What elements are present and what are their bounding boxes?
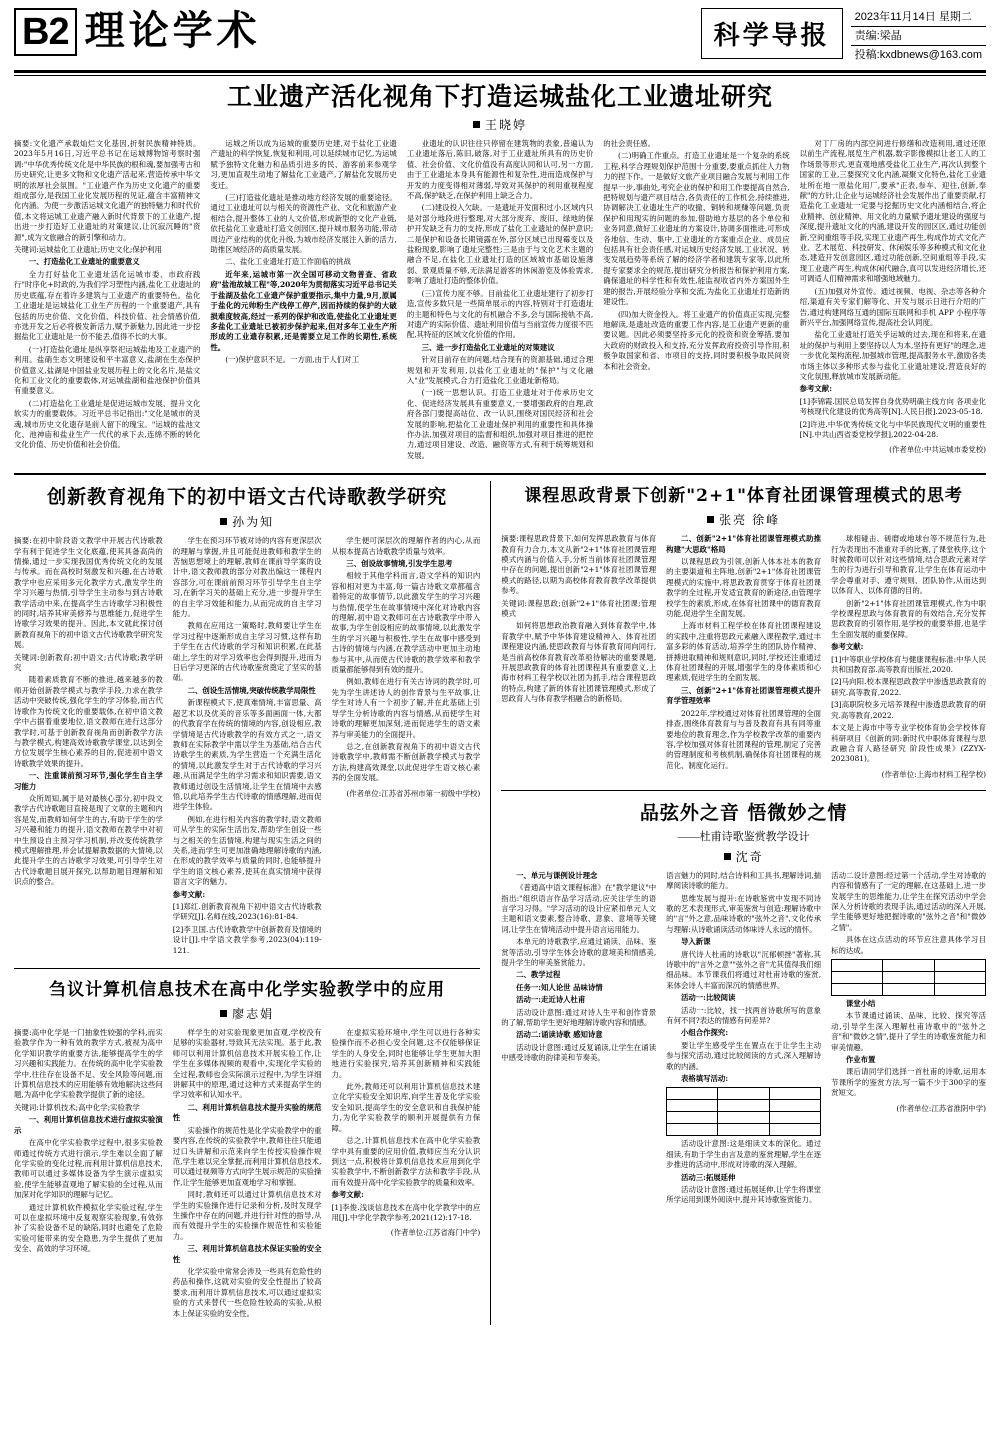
paragraph: 活动设计意图:通过拓展延伸,让学生将课堂所学运用到课外阅读中,提升其诗歌鉴赏能力。 [666, 1185, 822, 1205]
references-heading: 参考文献: [172, 889, 206, 899]
article-5-affiliation: (作者单位:江苏省淮阴中学) [896, 1103, 986, 1113]
paragraph: (二)明确工作重点。打造工业遗址是一个复杂的系统工程,科学合理规划保护范围十分重要,要重点抓住人力物力的捏下作。一是做好文旅产业项目融合发展与利用工作提早一步,事曲处,考究企业的保护和用工作要提高自然合,把特规划与遗产项目结合,各负责任的工作机会,持续推进,协调解决工业遗址生产的收撤、铜转和规赚等问题,负责保护和用现实的问题的参加,借助地方基层的各个单位和业务同意,做好工业遗址的方案设计,协调多面推进,可形成各地信、生动、集中,工业遗址的方案重点企业、成员应包括具有社会责任感,对运城历史经济发展,工业状况、转变发展趋势等系统了解的经济学者和建筑专家等,以此所提专家要求全的规范,提出研究分析报告和保护利用方案,确保遗址的科学性和有效性,能监视收省内外方案国外生建的报告,开展经验分享和交流,为盐化工业遗址打造新的建设性。 [603, 151, 790, 307]
paragraph: 在虚拟实验环境中,学生可以进行各种实验操作而不必担心安全问题,这不仅能够保证学生的人身安全,同时也能够让学生更加大胆地进行实验探究,培养其创新精神和实践能力。 [331, 1028, 481, 1079]
paragraph: (二)建设投入欠缺。一是遗址开发面积过小,区域内只是对部分地段进行整理,对大部分废弃、废旧、绿地的保护开发缺乏有力的支持,形成了盐化工业遗址的保护意识;二是保护和设备长期镜露在外,部分区域已出现霉变以及盐粉现象,影响了遗址完整性;三是由于与文化艺术主题的融合不足,在盐化工业遗址打造的区域城市基础设施薄弱、景观质量不够,无法满足游客的休闲游览及体验需求,影响了遗址打造的整体价值。 [406, 203, 594, 286]
article-4-affiliation: (作者单位:上海市材料工程学校) [881, 769, 986, 779]
article-4-columns [501, 534, 986, 780]
article-5-title: 品弦外之音 悟微妙之情 [639, 801, 848, 824]
paragraph: 如何将思想政治教育融入到体育教学中,体育教学中,赋予中华体育建设精神入、体育社团课程建设内涵,使思政教育与体育教育同向同行,是当前高校体育教育改革亟待解决的重要课题,开展思政教育的体育社团课程具有重要意义,上海市材料工程学校以社团为抓手,结合课程思政的特点,构建了新的体育社团课管理模式,形成了思政育人与体育教学相融合的新格局。 [501, 621, 657, 704]
byline-marker-icon [220, 1010, 227, 1017]
paragraph: 具体在这点活动的环节应注意具体学习目标的达成。 [831, 935, 986, 955]
article-2-columns [14, 536, 480, 958]
keywords: 关键词:计算机技术;高中化学;实验教学 [14, 1102, 140, 1112]
feature-col-2 [210, 139, 396, 463]
paragraph: (三)宣传力度不够。目前盐化工业遗址建行了初步打造,宣传多数只是一些简单展示的内容,特别对于打造遗址的主题和特色与文化的有机融合不多,会与国际接轨不高,对遗产的实际价值、遗址利用价值与当前宣传力度很不匹配,其特征的区域文化价值的作用。 [406, 288, 594, 340]
paragraph: 语言魅力的同时,结合诗料和工具书,理解诗词,揣摩阅读诗歌的能力。 [666, 870, 822, 891]
article-5-col-3 [831, 871, 986, 1208]
lower-right-column [490, 481, 986, 1325]
paragraph: 运城之所以成为运城的重要历史建,对于盐化工业遗产遗址的科学恢复,恢复和利用,可以延续城市记忆,为运城赋予独特文化魅力和品质引进多的民、游客前来参观学习,更加直观生动地了解盐化工业遗产,了解盐化发展历史变迁。 [210, 139, 397, 190]
paragraph: 同时,教师还可以通过计算机信息技术对学生的实验操作进行记录和分析,及时发现学生操作中存在的问题,并进行针对性的指导,从而有效提升学生的实验操作规范性和实验能力。 [172, 1190, 322, 1241]
section-heading: 二、教学过程 [516, 970, 561, 980]
paragraph: 二、盐化工业遗址打造工作面临的挑战 [225, 257, 351, 267]
feature-author: 王晓婷 [484, 118, 527, 132]
section-heading: 导入新课 [680, 937, 711, 947]
task-heading: 任务一:知人论世 品味诗情 [516, 982, 603, 992]
article-3-author: 廖志娟 [232, 1007, 275, 1022]
paragraph: 唐代诗人杜甫的诗歌以"沉郁顿挫"著称,其诗歌中的"言外之意""弦外之音"尤其值得我们细细品味。本节课我们将通过对杜甫诗歌的鉴赏,来体会诗人丰富而深沉的情感世界。 [666, 949, 822, 990]
masthead-right [701, 8, 986, 64]
paragraph: 思维发展与提升:在诗歌鉴赏中发现不同诗歌的艺术表现形式,审美鉴赏与创造:理解诗歌中的"言"外之意,品味诗歌的"弦外之音",文化传承与理解:从诗歌诵读活动体味诗人永远的情怀。 [666, 893, 822, 934]
references-heading: 参考文献: [331, 1190, 364, 1200]
activity-heading: 活动三:拓展延伸 [680, 1172, 736, 1182]
paragraph: (一)打造盐化遗址是纵享祭祀运城盐地及工业遗产的利用。盐硝生态文明建设和平丰富意义,盐湖在生态保护价值意义,盐湖是中国盐业发展历程上的文化名片,是盐文化和工业文化的重要载体,对运城盐湖和盐池保护价值具有重要意义。 [14, 344, 201, 396]
paragraph: 全力打好盐化工业遗址活化运城市委、市政府践行"时序化+时政的,为我们学习塑性内涵,盐化工业遗址的历史底蕴,存在着许多建筑与工业遗产的重要特色。盐化工业遗址是运城盐化工业生产历程的一个重要遗产,具有包括的历史价值、文化价值、科技价值、社会情感价值,亦选开发之后必将极发新活力,赋予新魅力,因此进一步挖掘盐化工业遗址是一份不能丢,值得不长的大事。 [14, 269, 201, 342]
section-heading: 三、创设故事情境,引发学生思考 [346, 559, 453, 568]
paragraph: 活动二设计意图:经过第一个活动,学生对诗歌的内容和情感有了一定的理解,在这基础上,进一步发展学生的思维能力,让学生在探究活动中学会深入分析诗歌的表现手法,通过活动的深入开展,学生能够更好地把握诗歌的"弦外之音"和"微妙之情"。 [831, 870, 986, 932]
paragraph: 球相碰击、磋磨或地球台等不规范行为,赴行为表现出不准重对手的比赛,了课堂秩序,这个时候教师可以针对这些情境,结合思政元素对学生的行为进行引导和教育,让学生在体育运动中学会尊重对手、遵守规则、团队协作,从而达到以体育人、以体育德的目的。 [831, 534, 986, 596]
article-2-col-3 [332, 536, 481, 958]
table-row [667, 1100, 821, 1112]
article-3-col-3 [332, 1028, 481, 1321]
paragraph: 众所周知,属于是对最核心部分,初中段文教学古代诗歌题目直接是现了文章的主题和内容是发,而教师如何学生的古,有助于学生的学习兴趣和能力的提升,语文教师在教学中对初中生预设自主预习学习机制,并改变传统教学模式理解推理,并会试提解教数据的大情境,以此提升学生的古诗歌学习效果,可引导学生对古代诗歌题目展开探究,以帮助题目理解和知识点的整合。 [14, 793, 163, 887]
paragraph: 化学实验中常常会涉及一些具有危险性的药品和操作,这就对实验的安全性提出了较高要求,而利用计算机信息技术,可以通过虚拟实验的方式来替代一些危险性较高的实验,从根本上保证实验的安全性。 [172, 1266, 322, 1318]
paragraph: (二)打造盐化工业遗址是促进运城市发展、提升文化软实力的重要载体。习近平总书记指出:"文化是城市的灵魂,城市历史文化遗存是前人留下的瑰宝。"运城的盐池文化、池神庙和盐业生产一代代的承下去,连绵不断的转化文化价值、历史价值和社会价值。 [14, 398, 201, 450]
byline-marker-icon [473, 121, 480, 128]
article-2-divider [14, 968, 480, 969]
article-3-affiliation: (作者单位:江苏省海门中学) [390, 1228, 481, 1238]
article-3-col-2 [173, 1028, 322, 1321]
paragraph: 活动设计意图:通过反复诵读,让学生在诵读中感受诗歌的韵律美和节奏美。 [501, 1042, 657, 1063]
paragraph: 样学生的对实验现象更加直观,学校没有足够的实验器材,导致其无法实现。基于此,教师可以利用计算机信息技术开展实验工作,让学生在多媒体视频的观看中,实现化学实验的全过程,教师也会实际演示过程中,为学生详细讲解其中的原理,通过这种方式来提高学生的学习效率和认知水平。 [172, 1028, 322, 1100]
article-5 [501, 797, 986, 1212]
article-2-col-1 [14, 536, 163, 958]
paragraph: 的社会责任感。 [603, 139, 655, 148]
worksheet-table-2 [831, 959, 986, 996]
article-4-divider [501, 790, 986, 791]
table-row [832, 971, 986, 983]
paragraph: 《普通高中语文课程标准》在"教学建议"中指出:"组织语言作品学习活动,应关注学生的语言学习习得。"学习活动的设计应紧扣单元人文主题和语文要素,整合诗歌、意象、意境等关键词,让学生在情境活动中提升语言运用能力。 [501, 883, 657, 934]
section-heading: 作业布置 [845, 1055, 876, 1064]
paragraph: 创新"2+1"体育社团课管理模式,作为中职学校课程思政与体育教育的有效结合,充分发挥思政教育的引领作用,是学校的重要举措,也是学生全面发展的重要保障。 [831, 598, 986, 639]
article-3-col-1 [14, 1028, 163, 1321]
feature-columns [14, 139, 986, 463]
paper-name: 科学导报 [701, 8, 843, 59]
paragraph: 教师在应用这一策略时,教师要让学生在学习过程中逐渐形成自主学习习惯,这样有助于学生在古代诗歌的学习和知识积累,在此基础上,学生的对学习效率也会得到提升,进而为日后学习更深的古代诗歌鉴赏奠定了坚实的基础。 [172, 621, 322, 683]
byline-marker-icon [707, 516, 714, 523]
references-heading: 参考文献: [799, 384, 832, 394]
article-2-col-2 [173, 536, 322, 958]
abstract: 摘要:高中化学是一门抽象性较强的学科,而实验教学作为一种有效的教学方式,被视为高中化学知识教学的重要方法,能够提高学生的学习兴趣和实践能力。在传统的高中化学实验教学中,往往存在设备不足、安全风险等问题,而计算机信息技术的应用能够有效地解决这些问题,为高中化学实验教学提供了新的途径。 [14, 1028, 163, 1100]
table-row [667, 1088, 821, 1100]
publish-date: 2023年11月14日 星期二 [851, 8, 986, 27]
abstract: 摘要:文化遗产承载灿烂文化基因,折射民族精神特质。2023年5月16日,习近平总书记在运城博物馆考察时强调:"中华优秀传统文化是中华民族的根和魂,要加强考古和历史研究,让更多文物和文化遗产活起来,营造传承中华文明的浓厚社会氛围。"工业遗产作为历史文化遗产的重要组成部分,是我国工业化发展历程的见证,蕴含丰富精神文化内涵。为使一步激活运城文化遗产的独特魅力和时代价值,本文将运城工业遗产融入新时代背景下的工业遗产,提出进一步打造好工业遗址的对策建议,让沉寂沉睡的"资源",成为文旅融合的新引擎和动力。 [14, 139, 201, 242]
paragraph: 总之,计算机信息技术在高中化学实验教学中具有重要的应用价值,教师应当充分认识到这一点,积极将计算机信息技术应用到化学实验教学中,不断创新教学方法和教学手段,从而有效提升高中化学实验教学的质量和效率。 [331, 1136, 481, 1187]
article-5-author: 沈奇 [735, 849, 764, 864]
reference-item: [1]李锦霞.国民总局发挥自身优势明确主线方向 各项业化考核现代化建设的优秀高等[N].人民日报].2023-05-18. [799, 396, 987, 417]
paragraph: 活动设计意图:这是细读文本的深化。通过细读,有助于学生由言及意的鉴赏理解,学生在逐步推进的活动中,形成对诗歌的深入理解。 [666, 1139, 822, 1170]
article-4-byline [501, 511, 986, 528]
paragraph: 学生在预习环节被对诗的内容有更深层次的理解与掌握,并且可能促进教师和教学生的苦恼思想境上的理解,教师在课前导学案的设计中,语文教师教的部分对教出编这一课程内容部分,可在课前前预习环节引导学生自主学习,在新学习关的基础上充分,进一步提升学生的自主学习效能和能力,从而完成的自主学习能力。 [172, 536, 322, 619]
paragraph: (四)加大资金投入。将工业遗产的价值真正实现,完整地解读,是遗址改造的重要工作内容,是工业遗产更新的重要议题。因此必须要坚持多元化的投资和资金筹措,要加大政府的财政投入和支持,充分发挥政府投资引导作用,积极争取国家和省、市项目的支持,同时要积极争取民间资本和社会资金。 [603, 309, 790, 371]
paragraph: 对丁厂房的内部空间进行修缮和改造利用,通过还原以前生产流程,展览生产机器,数字影像模拟让老工人的工作场景等形式,更直观地感受盐化工业生产,再次认到整个国家的工业,三要探究文化内涵,凝聚文化特色,盐化工业遗址所在地一原盐化用厂,要承"正表,参车、迎往,创新,奉献"的方针,让企业与运城经济社会发展作出了重要贡献,打造盐化工业遗址一定要与挖掘历史文化内涵相结合,将企业精神、创业精神、用文化的力量赋予遗址建设的强度与深度,提升遗址文化的内涵,建设开发的园区区,通过功能创新,空间重组等手段,实现工业遗产再生,构成作坊式文化产业、艺术展览、科技研发、休闲娱乐等多种模式和文化业态,建造开发创意园区,通过功能创新,空间重组等手段,实现工业遗产再生,构成休闲代融合,真可以发进经济增长,还可调适人们精神需求和增强地域魅力。 [799, 139, 987, 284]
reference-item: [1]中等职业学校体育与健康课程标准:中华人民共和国教育部.高等教育出版社,2020. [831, 654, 986, 675]
section-heading: 二、利用计算机信息技术提升实验的规范性 [172, 1102, 322, 1123]
paragraph: 学生便可深层次的理解作者的内心,从而从根本提高古诗歌教学质量与效率。 [331, 536, 481, 556]
keywords: 关键词:运城盐化工业遗址;历史文化;保护利用 [14, 245, 162, 255]
paragraph: (一)统一思想认识。打造工业遗址对于传承历史文化、促进经济发展具有重要意义,一要增强政府的自理,政府各部门要提高站位、改一认识,围绕对国民经济和社会发展的影响,把盐化工业遗址保护利用的重要性和具体操作办法,加强对项目的监督和组织,加强对项目推进的把控力,通过项目建设、改造、融资等方式,有利于统筹规划和发展。 [406, 388, 594, 460]
abstract: 摘要:课程思政背景下,如何发挥思政教育与体育教育有力合力,本文从新"2+1"体育社团课管理模式内涵与价值入手,分析当前体育社团课管理中存在的问题,提出创新"2+1"体育社团课管理模式的路径,以期为高校体育教育教学改革提供参考。 [501, 534, 657, 596]
paragraph: (一)保护意识不足。一方面,由于人们对工 [225, 355, 359, 365]
paragraph: 针对目前存在的问题,结合现有的资源基础,通过合理规划和开发利用,以盐化工业遗址的"保护"与文化融入"业"发展模式,合力打造盐化工业遗址新格局。 [406, 355, 594, 385]
section-heading: 近年来,运城市第一次全国可移动文物普查、省政府"盐池故城工程"等,2020年为贯彻落实习近平总书记关于盐湖及盐化工业遗产保护重要指示,集中力量,9月,原属于盐化的元帅粉生产线停工停产,因而持续的保护的大破损难度较高,经过一系列的保护和改造,使盐化工业遗址更多盐化工业遗址已被初步保护起来,但对多年工业生产所形成的工业遗存积累,还是需要立足工作的长期性,系统性。 [210, 269, 397, 352]
paragraph: 通过计算机软件模拟化学实验过程,学生可以在虚拟环境中反复观察实验现象,有效弥补了实验设备不足的缺陷,同时也避免了危险实验可能带来的安全隐患,为学生提供了更加安全、高效的学习环境。 [14, 1202, 163, 1254]
article-3-columns [14, 1028, 480, 1321]
activity-heading: 活动二:诵读诗歌 感知诗意 [516, 1030, 603, 1040]
paragraph: 相较于其他学科而言,语文学科的知识内容和相对更为丰富,每一篇古诗歌文章都蕴含着特定的故事情节,以此激发学生的学习兴趣与热情,使学生在故事情境中深化对诗歌内容的理解,初中语文教师可在古诗歌教学中带入故事,为学生创设相应的故事情境,以此激发学生的学习兴趣与积极性,学生在故事中感受到古诗的情境与内涵,在教学活动中更加主动地参与其中,从而使古代诗歌的教学效率和教学质量都能够得到有效的提升。 [331, 571, 481, 675]
article-3-byline [14, 1005, 480, 1022]
masthead-rule-thick [14, 70, 986, 73]
paragraph: 盐化工业遗址打造关乎运城的过去,现在和将来,在遗址的保护与利用上要坚持以人为本,坚持有更好"的理念,进一步优化架构流程,加强城市管理,提高服务水平,激励各类市场主体以多种形式参与盐化工业遗址建设,营造良好的文化氛围,释放城市发展新动能。 [799, 330, 987, 381]
section-heading: 二、创设生活情境,突破传统教学局限性 [187, 685, 316, 695]
activity-heading: 小组合作探究: [680, 1028, 729, 1038]
table-row [667, 1124, 821, 1136]
section-heading: 课堂小结 [845, 998, 876, 1008]
paragraph: 活动设计意图:通过对诗人生平和创作背景的了解,帮助学生更好地理解诗歌内容和情感。 [501, 1007, 657, 1027]
article-3-title: 刍议计算机信息技术在高中化学实验教学中的应用 [49, 980, 446, 1001]
feature-byline [14, 116, 986, 133]
paragraph: 例如,教师在进行有关古诗词的教学时,可先为学生讲述诗人的创作背景与生平故事,让学生对诗人有一个初步了解,并在此基础上引导学生分析诗歌的内容与情感,从而使学生对诗歌的理解更加深刻,进而促进学生的语文素养与审美能力的全面提升。 [331, 677, 481, 739]
feature-divider [14, 473, 986, 475]
worksheet-table [666, 1087, 821, 1136]
page-number: B2 [14, 8, 77, 56]
paragraph: 实验操作的规范性是化学实验教学中的重要内容,在传统的实验教学中,教师往往只能通过口头讲解和示范来向学生传授实验操作规范,学生难以完全掌握,而利用计算机信息技术,可以通过视频等方式向学生展示规范的实验操作,让学生能够更加直观地学习和掌握。 [172, 1125, 322, 1187]
paragraph: (五)加强对外宣传。通过视频、电视、杂志等各种介绍,渠道有关专家们解等化、开发与展示日进行介绍的广告,通过构建网络互通的国际互联网和手机 APP 小程序等新兴平台,加强网络宣传,提高社会认同度。 [799, 286, 987, 327]
keywords: 关键词:课程思政;创新"2+1"体育社团课;管理模式 [501, 598, 657, 619]
section-heading: 一、打造盐化工业遗址的重要意义 [28, 257, 140, 267]
byline-marker-icon [220, 518, 227, 525]
paragraph: 以课程思政为引领,创新人体本社本的教育的主要渠道和主阵地,创新"2+1"体育社团课管理模式的实施中,将思政教育贯穿于体育社团课教学的全过程,开发适宜教育的新途径,由管理学校学生的素质,形成,在体育社团课中的德育教育功能,促进学生全面发展。 [666, 557, 822, 619]
activity-heading: 表格填写活动: [680, 1074, 729, 1084]
feature-col-1 [14, 139, 200, 463]
article-5-columns [501, 871, 986, 1208]
article-2-author: 孙为知 [232, 515, 275, 530]
table-row [832, 959, 986, 971]
article-4 [501, 481, 986, 784]
article-2-title: 创新教育视角下的初中语文古代诗歌教学研究 [47, 486, 448, 509]
masthead-meta [851, 8, 986, 64]
article-2 [14, 481, 480, 962]
editor-name: 责编:梁晶 [851, 27, 986, 46]
paragraph: 活动一:比较，找一找两首诗歌所写的意象有何不同?表达的情感有何差异? [666, 1005, 822, 1025]
feature-col-5 [800, 139, 986, 463]
section-heading: 三、创新"2+1"体育社团课管理模式提升育学管理效率 [666, 685, 822, 706]
article-5-col-2 [666, 871, 821, 1208]
reference-item: [2]马向阳.校本课程思政教学中渗透思政教育的研究.高等教育,2022. [831, 677, 986, 697]
section-heading: 一、利用计算机信息技术进行虚拟实验演示 [14, 1115, 163, 1135]
feature-title: 工业遗产活化视角下打造运城盐化工业遗址研究 [226, 82, 773, 111]
paragraph: 课后请同学们选择一首杜甫的诗歌,运用本节课所学的鉴赏方法,写一篇不少于300字的鉴赏短文。 [831, 1067, 986, 1098]
feature-affiliation: (作者单位:中共运城市委党校) [889, 445, 987, 455]
paragraph: 本单元的诗歌教学,应通过诵读、品味、鉴赏等活动,引导学生体会诗歌的意境美和情感美,提升学生的审美鉴赏能力。 [501, 937, 657, 967]
activity-heading: 活动一:比较阅读 [680, 993, 736, 1003]
reference-item: [1]郑红.创新教育视角下初中语文古代诗歌教学研究[J].名师在线,2023(16):81-84. [172, 902, 322, 922]
reference-item: [2]许进.中华优秀传统文化与中华民族现代文明的重要性[N].中共山西省委党校学报],2022-04-28. [799, 419, 987, 439]
table-row [667, 1112, 821, 1124]
reference-item: [2]李卫国.古代诗歌教学中创新教育及情境的设计[J].中学语文教学参考,2023(04):119-121. [172, 924, 322, 955]
table-row [832, 983, 986, 995]
paragraph: 总之,在创新教育视角下的初中语文古代诗歌教学中,教师需不断创新教学模式与教学方法,构建高效课堂,以此促进学生语文核心素养的全面发展。 [331, 741, 481, 783]
paragraph: 本节课通过诵读、品味、比较、探究等活动,引导学生深入理解杜甫诗歌中的"弦外之音"和"微妙之情",提升了学生的诗歌鉴赏能力和审美情趣。 [831, 1011, 986, 1052]
keywords: 关键词:创新教育;初中语文;古代诗歌;教学研究 [14, 652, 163, 673]
reference-item: [1]李俊.浅谈信息技术在高中化学教学中的应用[J].中学化学教学参考,2021(12):17-18. [331, 1202, 481, 1222]
activity-heading: 活动一:走近诗人杜甫 [516, 995, 586, 1005]
paragraph: 例如,在进行相关内容的教学时,语文教师可从学生的实际生活出发,帮助学生创设一些与之相关的生活情境,构建与现实生活之间的关系,进而学生可更加准确地理解诗歌的内涵,在形成的教学效率与质量的同时,也能够提升学生的语文核心素养,使其在真实情境中获得语言文字的魅力。 [172, 814, 322, 887]
feature-article [0, 76, 1000, 467]
section-heading: 二、创新"2+1"体育社团课管理模式助推构建"大思政"格局 [666, 534, 822, 554]
paragraph: 随着素质教育不断的推进,越来越多的教师开始创新教学模式与教学手段,力求在教学活动中突破传统,强化学生的学习体验,而古代诗歌作为传统文化的重要载体,在初中语文教学中占据着重要地位,语文教师在进行这部分教学时,可基于创新教育视角而创新教学方法与教学模式,构建高效诗歌教学课堂,以达到全方位发展学生核心素养的目的,促进初中语文诗歌教学效果的提升。 [14, 675, 163, 768]
article-3 [14, 975, 480, 1325]
section-heading: 三、利用计算机信息技术保证实验的安全性 [172, 1244, 322, 1264]
article-4-col-3 [831, 534, 986, 780]
feature-col-4 [603, 139, 789, 463]
paragraph: (三)打造盐化遗址是推动地方经济发展的重要途径。通过工业遗址可以与相关的资源性产业、文化和旅游产业相结合,提升整体工业的人文价值,形成新型的文化产业链,依托盐化工业遗址打造文创园区,提升城市服务功能,带动周边产业结构的优化升级,为城市经济发展注入新的活力,助推区域经济的高质量发展。 [210, 193, 397, 255]
article-5-col-1 [501, 871, 656, 1208]
paragraph: 此外,教师还可以利用计算机信息技术建立化学实验安全知识库,向学生普及化学实验安全知识,提高学生的安全意识和自我保护能力,为化学实验教学的顺利开展提供有力保障。 [331, 1082, 481, 1133]
submission-email[interactable]: 投稿:kxdbnews@163.com [854, 49, 982, 61]
lower-left-column [14, 481, 490, 1325]
article-2-affiliation: (作者单位:江苏省苏州市第一初级中学校) [346, 788, 481, 798]
paragraph: 上海市材料工程学校在体育社团课程建设的实践中,注重将思政元素融入课程教学,通过丰富多彩的体育活动,培养学生的团队协作精神、拼搏进取精神和规则意识,同时,学校还注重通过体育社团课程的开展,增强学生的身体素质和心理素质,促进学生的全面发展。 [666, 621, 822, 683]
feature-col-3 [407, 139, 593, 463]
section-heading: 一、注重课前预习环节,强化学生自主学习能力 [14, 771, 163, 791]
article-2-byline [14, 513, 480, 530]
article-4-title: 课程思政背景下创新"2+1"体育社团课管理模式的思考 [524, 486, 963, 507]
article-4-col-2 [666, 534, 821, 780]
reference-item: [3]高职院校多元培养课程中渗透思政教育的研究.高等教育,2022. [831, 700, 986, 720]
byline-marker-icon [724, 853, 731, 860]
paragraph: 要让学生感受学生在置点在于让学生主动参与探究活动,通过比较阅读的方式,深入理解诗歌的内涵。 [666, 1040, 822, 1071]
references-heading: 参考文献: [831, 642, 864, 652]
paragraph: 在高中化学实验教学过程中,很多实验教师通过传统方式进行演示,学生难以全面了解化学实验的变化过程,而利用计算机信息技术,教师可以通过多媒体设备为学生演示虚拟实验,使学生能够直观地了解实验的全过程,从而加深对化学知识的理解与记忆。 [14, 1138, 163, 1200]
masthead [0, 0, 1000, 68]
article-5-byline [501, 848, 986, 865]
section-heading: 一、单元与课例设计理念 [516, 870, 598, 880]
paragraph: 业遗址的认识往往只停留在建筑物的表象,普遍认为工业遗址落后,陈旧,破落,对于工业遗址所具有的历史价值、社会价值、文化价值没有高度认同和认可,另一方面,由于工业遗址本身具有能源性和复杂性,进而造成保护与开发的力度变得相对薄弱,导致对其保护的利用重视程度不高,保护缺乏,在保护利用上缺乏合力。 [406, 139, 594, 201]
project-note: 本文是上海市中等专业学校体育协会学校体育科研项目《创新的同:新时代中职体育课程与思政融合育人路径研究 阶段性成果》(ZZYX-2023081)。 [831, 723, 986, 764]
article-5-subtitle: ——杜甫诗歌鉴赏教学设计 [677, 830, 810, 843]
paragraph: 2022年,学校通过对体育社团课管理的全面排查,围绕体育教育与与普及教育有具有同等重要地位的教育理念,作为学校教学改革的重要内容,学校加强对体育社团课程的管理,制定了完善的管理制度和考核机制,确保体育社团课程的规范化、制度化运行。 [666, 708, 822, 770]
lower-section [0, 481, 1000, 1325]
article-4-col-1 [501, 534, 656, 780]
abstract: 摘要:在初中阶段语文教学中开展古代诗歌教学有利于促进学生文化底蕴,使其具备高尚的情操,通过一步实现我国优秀传统文化的发展与传承。而在高校时刻激发和兴趣,在古诗歌教学中也应采用多元化教学方式,激发学生的学习兴趣与热情,引导学生主动参与到古诗歌教学活动中来,在提高学生古诗歌学习积极性的同时,培养其审美修养与思维能力,促进学生诗歌学习效果的提升。因此,本文就此探讨创新教育视角下的初中语文古代诗歌教学研究发展。 [14, 536, 163, 650]
section-title: 理论学术 [84, 7, 261, 54]
section-heading: 三、进一步打造盐化工业遗址的对策建议 [421, 342, 555, 352]
article-4-author: 张亮 徐峰 [719, 513, 781, 528]
paragraph: 新课程模式下,使真难情境,丰富思量、高超艺术以及优美的音乐等多面画面一体,大都的代教育学在传统的情境的内容,创设相应,教学情境是古代诗歌教学的有效方式之一,语文教师在实际教学中需以学生为基础,结合古代诗歌学生的素质,为学生营造一个充满生活化的情境,以此激发学生对于古代诗歌的学习兴趣,从而满足学生的学习需求和知识需要,语文教师通过创设生活情境,让学生在情境中去感悟,以此培养学生古代诗歌的情感理解,进而促进学生体验。 [172, 698, 322, 812]
